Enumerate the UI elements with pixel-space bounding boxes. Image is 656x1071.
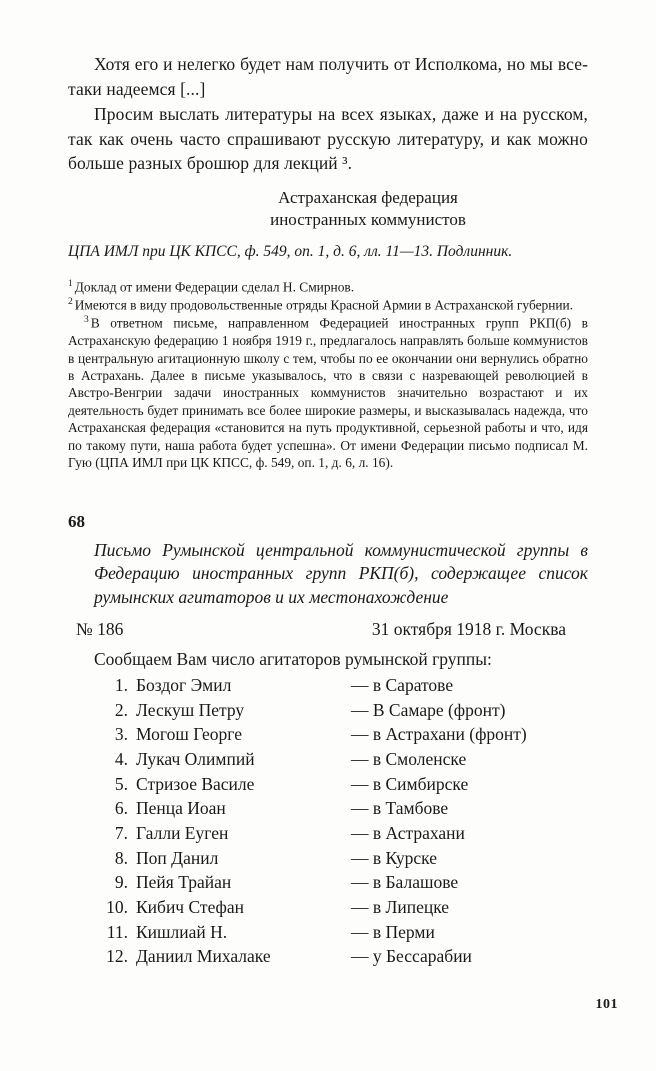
list-item-name: Лукач Олимпий: [136, 749, 255, 769]
signature-line-2: иностранных коммунистов: [270, 210, 466, 230]
list-item-index: 4.: [114, 749, 128, 769]
list-item-index: 1.: [114, 674, 128, 695]
list-item-name: Даниил Михалаке: [136, 946, 271, 967]
footnote-marker: 3: [84, 315, 89, 326]
list-item-index: 11.: [106, 921, 128, 942]
agitator-list: [68, 673, 588, 969]
record-header: [68, 619, 588, 640]
page-number: 101: [595, 997, 618, 1012]
footnote-marker: 2: [68, 296, 73, 307]
footnotes-block: [68, 278, 588, 472]
footnote-text: Доклад от имени Федерации сделал Н. Смирнов.: [74, 279, 355, 295]
list-item-place: — в Курске: [351, 847, 437, 868]
body-paragraph-2: Просим выслать литературы на всех языках, даже и на русском, так как очень часто спрашивают русскую литературу, и как можно больше разных брошюр для лекций ³.: [68, 103, 588, 174]
list-item: [68, 673, 588, 698]
record-date: 31 октября 1918 г. Москва: [371, 618, 566, 639]
list-item: [68, 821, 588, 846]
list-item: [68, 747, 588, 772]
footnote-text: Имеются в виду продовольственные отряды Красной Армии в Астраханской губернии.: [74, 297, 574, 313]
list-item-index: 5.: [114, 773, 128, 794]
list-item-place: — в Саратове: [351, 674, 454, 695]
list-item-name: Могош Георге: [136, 724, 242, 745]
list-item-name: Кибич Стефан: [136, 897, 245, 918]
record-number: № 186: [76, 618, 124, 639]
list-item: [68, 722, 588, 747]
list-item-index: 7.: [114, 823, 128, 844]
list-item: [68, 920, 588, 945]
list-item-place: — в Астрахани (фронт): [351, 724, 527, 745]
list-item-index: 10.: [106, 897, 128, 918]
list-item-name: Боздог Эмил: [136, 674, 232, 695]
footnote-3: [68, 314, 588, 471]
list-item-name: Пейя Трайан: [136, 872, 232, 893]
signature-line-1: Астраханская федерация: [278, 188, 458, 208]
list-item-place: — в Астрахани: [351, 823, 465, 844]
list-item-name: Поп Данил: [136, 847, 219, 868]
list-item-index: 12.: [106, 946, 128, 967]
list-item-index: 2.: [114, 699, 128, 720]
list-item-index: 9.: [114, 872, 128, 893]
footnote-2: [68, 296, 588, 314]
page-content: [68, 52, 588, 969]
list-item-place: — в Смоленске: [351, 749, 467, 769]
list-item-place: — в Тамбове: [351, 798, 449, 819]
list-item: [68, 870, 588, 895]
list-item: [68, 772, 588, 797]
list-item-place: — в Балашове: [351, 872, 459, 893]
footnote-1: [68, 278, 588, 296]
list-item-place: — В Самаре (фронт): [351, 699, 506, 720]
list-item: [68, 895, 588, 920]
list-item-name: Галли Еуген: [136, 823, 229, 844]
signature-block: [68, 187, 588, 231]
list-item-name: Пенца Иоан: [136, 798, 226, 819]
list-item-index: 3.: [114, 724, 128, 745]
list-item-index: 6.: [114, 798, 128, 819]
list-item: [68, 846, 588, 871]
footnote-marker: 1: [68, 278, 73, 289]
archive-reference: ЦПА ИМЛ при ЦК КПСС, ф. 549, оп. 1, д. 6, лл. 11—13. Подлинник.: [68, 243, 513, 261]
list-intro: Сообщаем Вам число агитаторов румынской группы:: [94, 648, 492, 669]
list-item-place: — в Перми: [351, 921, 435, 942]
list-item: [68, 944, 588, 969]
list-item-index: 8.: [114, 847, 128, 868]
footnote-text: В ответном письме, направленном Федерацией иностранных групп РКП(б) в Астраханскую федерацию 1 ноября 1919 г., предлагалось направлять больше коммунистов в центральную агитационную школу с тем, чтобы по ее окончании они вернулись обратно в Астрахань. Далее в письме указывалось, что в связи с назревающей революцией в Австро-Венгрии задачи иностранных коммунистов значительно возрастают и их деятельность будет принимать все более широкие размеры, и высказывалась надежда, что Астраханская федерация «становится на путь продуктивной, серьезной работы и что, идя по такому пути, наша работа будет успешна». От имени Федерации письмо подписал М. Гую (ЦПА ИМЛ при ЦК КПСС, ф. 549, оп. 1, д. 6, л. 16).: [68, 315, 588, 471]
list-item-name: Кишлиай Н.: [136, 921, 228, 942]
document-title: Письмо Румынской центральной коммунистической группы в Федерацию иностранных групп РКП(б), содержащее список румынских агитаторов и их местонахождение: [94, 539, 588, 608]
list-item-name: Стризое Василе: [136, 773, 255, 794]
list-item: [68, 698, 588, 723]
list-item-place: — в Симбирске: [351, 773, 469, 794]
document-number: 68: [68, 511, 85, 531]
list-item-place: — у Бессарабии: [351, 946, 472, 967]
body-paragraph-1: Хотя его и нелегко будет нам получить от Исполкома, но мы все-таки надеемся [...]: [68, 54, 588, 99]
list-item-name: Лескуш Петру: [136, 699, 245, 720]
list-item: [68, 796, 588, 821]
list-item-place: — в Липецке: [351, 897, 450, 918]
